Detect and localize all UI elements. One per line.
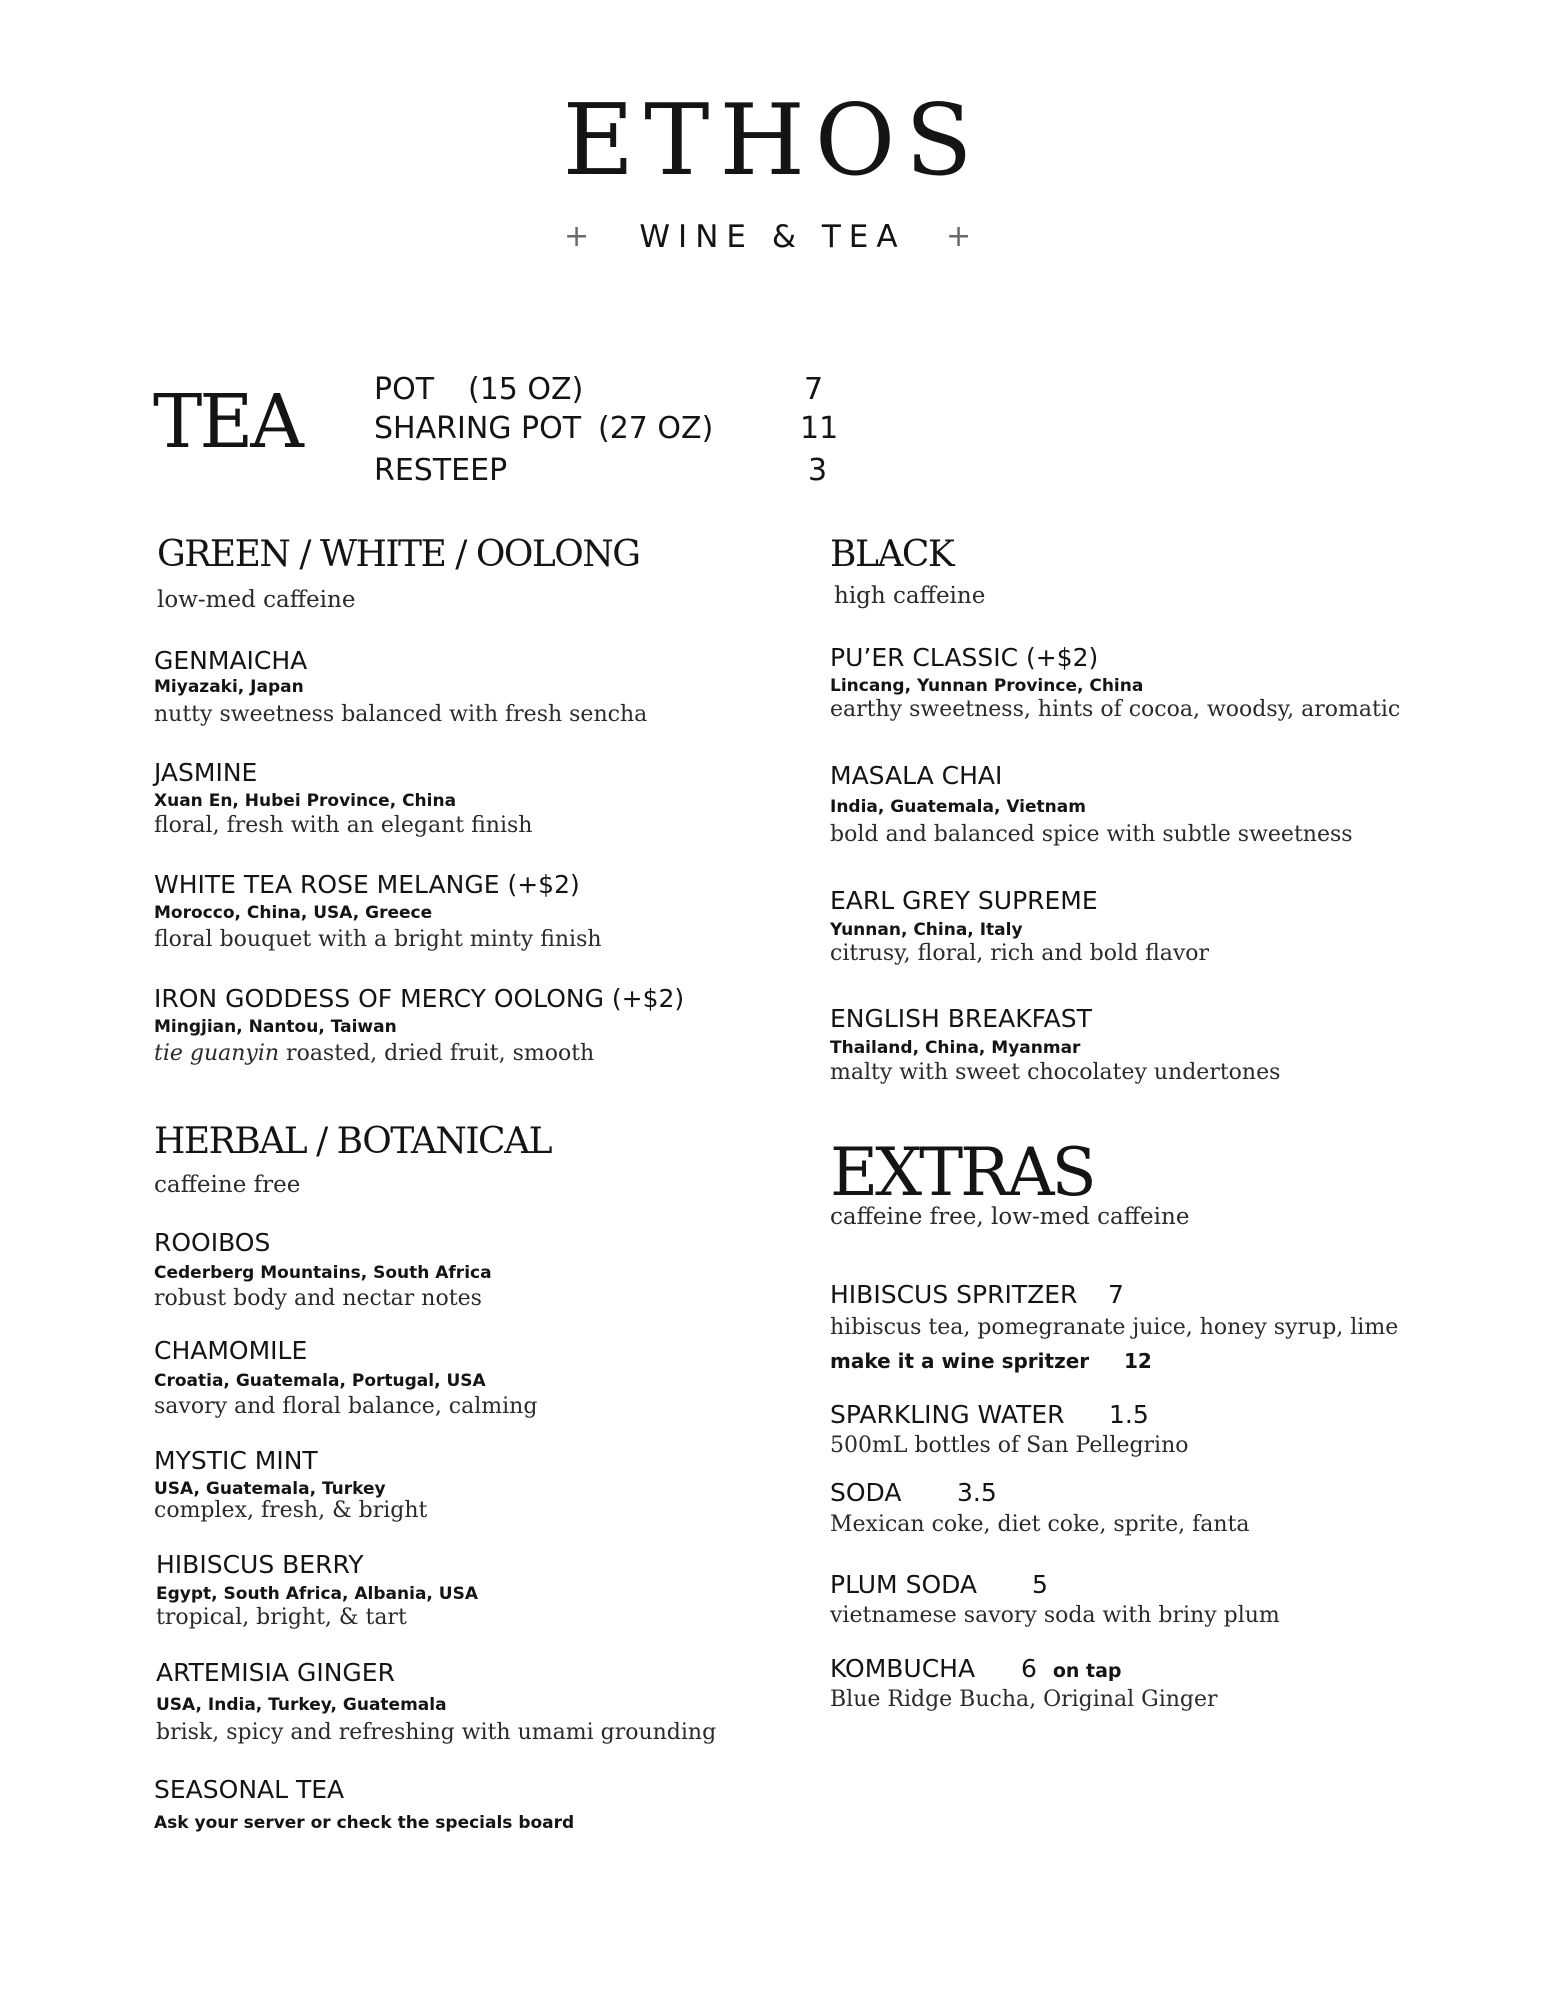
menu-item-origin: Ask your server or check the specials board	[154, 1813, 575, 1833]
menu-item-name: PLUM SODA	[830, 1570, 978, 1599]
menu-item-name: ENGLISH BREAKFAST	[830, 1004, 1092, 1033]
pricing-label: SHARING POT	[374, 411, 582, 446]
section-note-extras: caffeine free, low-med caffeine	[830, 1204, 1190, 1230]
menu-item-desc: robust body and nectar notes	[154, 1286, 482, 1311]
menu-item-name: SODA	[830, 1478, 902, 1507]
menu-item-name: IRON GODDESS OF MERCY OOLONG (+$2)	[154, 984, 685, 1013]
menu-item-price: 1.5	[1109, 1400, 1149, 1429]
section-title-black: BLACK	[830, 534, 954, 575]
menu-item-origin: Miyazaki, Japan	[154, 677, 304, 697]
menu-item-name: SPARKLING WATER	[830, 1400, 1065, 1429]
menu-item-desc: Blue Ridge Bucha, Original Ginger	[830, 1687, 1218, 1712]
menu-item-desc: earthy sweetness, hints of cocoa, woodsy, aromatic	[830, 697, 1401, 722]
section-title-herbal: HERBAL / BOTANICAL	[154, 1121, 552, 1162]
menu-item-desc: brisk, spicy and refreshing with umami grounding	[156, 1720, 717, 1745]
sparkle-left-icon: +	[564, 219, 590, 254]
menu-item-name: HIBISCUS BERRY	[156, 1550, 364, 1579]
menu-item-desc: bold and balanced spice with subtle sweetness	[830, 822, 1353, 847]
menu-item-origin: Xuan En, Hubei Province, China	[154, 791, 457, 811]
brand-subtitle: WINE & TEA	[639, 219, 906, 255]
menu-item-desc: 500mL bottles of San Pellegrino	[830, 1433, 1189, 1458]
menu-item-desc: nutty sweetness balanced with fresh sencha	[154, 702, 648, 727]
menu-item-price: 5	[1032, 1570, 1048, 1599]
menu-item-name: JASMINE	[154, 758, 258, 787]
menu-item-desc: floral, fresh with an elegant finish	[154, 813, 533, 838]
section-title-extras: EXTRAS	[830, 1134, 1094, 1211]
kombucha-price: 6	[1021, 1654, 1037, 1683]
menu-item-price: 3.5	[957, 1478, 997, 1507]
section-note-black: high caffeine	[834, 583, 986, 609]
sparkle-right-icon: +	[946, 219, 972, 254]
section-note-green: low-med caffeine	[157, 587, 356, 613]
pricing-label: RESTEEP	[374, 453, 508, 488]
pricing-size: (27 OZ)	[598, 411, 714, 446]
menu-item-desc	[154, 1043, 594, 1065]
menu-item-desc: floral bouquet with a bright minty finish	[154, 927, 602, 952]
menu-item-origin: Egypt, South Africa, Albania, USA	[156, 1584, 479, 1604]
menu-item-name: PU’ER CLASSIC (+$2)	[830, 643, 1099, 672]
brand-title: ETHOS	[562, 84, 983, 198]
menu-item-origin: Thailand, China, Myanmar	[830, 1038, 1081, 1058]
menu-item-name: MASALA CHAI	[830, 761, 1003, 790]
menu-item-name: ROOIBOS	[154, 1228, 271, 1257]
menu-item-name: HIBISCUS SPRITZER	[830, 1280, 1078, 1309]
menu-item-name: CHAMOMILE	[154, 1336, 308, 1365]
menu-item-origin: USA, Guatemala, Turkey	[154, 1479, 386, 1499]
menu-item-name: MYSTIC MINT	[154, 1446, 318, 1475]
pricing-price: 3	[808, 453, 828, 488]
menu-item-origin: Croatia, Guatemala, Portugal, USA	[154, 1371, 486, 1391]
menu-item-desc: vietnamese savory soda with briny plum	[830, 1603, 1280, 1628]
menu-item-origin: Yunnan, China, Italy	[830, 920, 1023, 940]
menu-item-name: KOMBUCHA	[830, 1654, 976, 1683]
pricing-price: 11	[800, 411, 839, 446]
menu-item-name: GENMAICHA	[154, 646, 308, 675]
section-title-green: GREEN / WHITE / OOLONG	[157, 534, 640, 575]
menu-item-origin: USA, India, Turkey, Guatemala	[156, 1695, 447, 1715]
menu-item-desc-text: roasted, dried fruit, smooth	[279, 1041, 595, 1066]
menu-item-desc: citrusy, floral, rich and bold flavor	[830, 941, 1210, 966]
wine-spritzer-price: 12	[1124, 1349, 1152, 1373]
wine-spritzer-option: make it a wine spritzer	[830, 1349, 1090, 1373]
menu-item-desc-italic: tie guanyin	[154, 1041, 280, 1066]
menu-item-name: SEASONAL TEA	[154, 1775, 345, 1804]
pricing-label: POT	[374, 372, 435, 407]
menu-item-desc: savory and floral balance, calming	[154, 1394, 538, 1419]
menu-item-name: WHITE TEA ROSE MELANGE (+$2)	[154, 870, 580, 899]
menu-item-name: ARTEMISIA GINGER	[156, 1658, 395, 1687]
tea-title: TEA	[153, 379, 301, 465]
menu-item-desc: Mexican coke, diet coke, sprite, fanta	[830, 1512, 1250, 1537]
section-note-herbal: caffeine free	[154, 1172, 301, 1198]
menu-item-origin: Cederberg Mountains, South Africa	[154, 1263, 492, 1283]
menu-item-origin: Lincang, Yunnan Province, China	[830, 676, 1144, 696]
menu-item-desc: complex, fresh, & bright	[154, 1498, 428, 1523]
menu-item-desc: tropical, bright, & tart	[156, 1605, 407, 1630]
menu-item-price	[1021, 1656, 1122, 1681]
menu-item-origin: India, Guatemala, Vietnam	[830, 797, 1086, 817]
pricing-size: (15 OZ)	[468, 372, 584, 407]
menu-item-origin: Mingjian, Nantou, Taiwan	[154, 1017, 397, 1037]
on-tap-tag: on tap	[1052, 1660, 1122, 1682]
menu-item-name: EARL GREY SUPREME	[830, 886, 1098, 915]
menu-item-desc: hibiscus tea, pomegranate juice, honey syrup, lime	[830, 1315, 1399, 1340]
menu-item-price: 7	[1108, 1280, 1124, 1309]
menu-item-desc: malty with sweet chocolatey undertones	[830, 1060, 1281, 1085]
menu-item-origin: Morocco, China, USA, Greece	[154, 903, 433, 923]
pricing-price: 7	[804, 372, 824, 407]
